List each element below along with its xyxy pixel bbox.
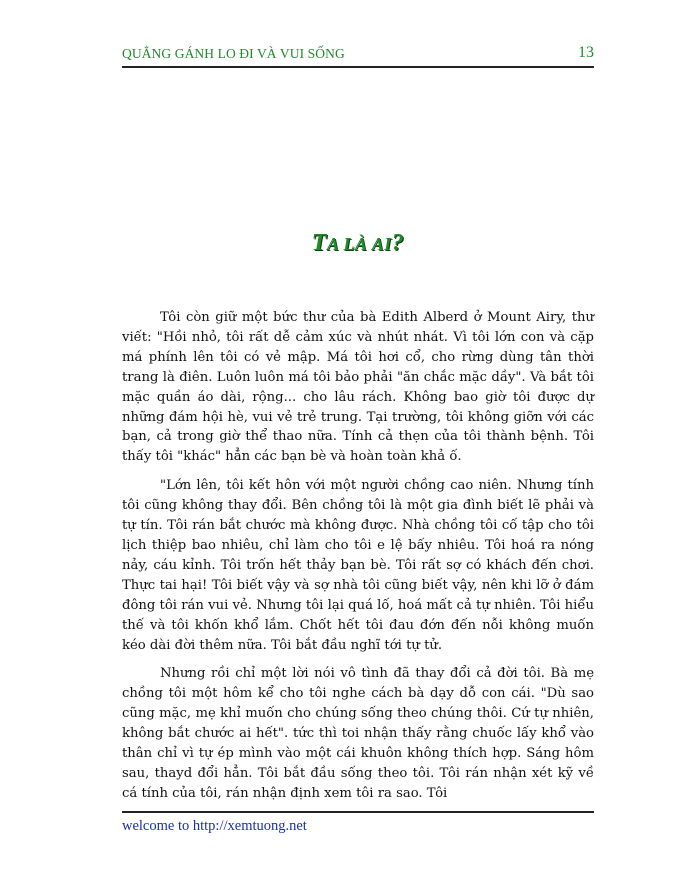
body-text: [122, 308, 594, 813]
chapter-title-mark: ?: [391, 230, 405, 256]
running-title: QUẲNG GÁNH LO ĐI VÀ VUI SỐNG: [122, 46, 345, 61]
footer-divider: [122, 811, 594, 813]
paragraph: Tôi còn giữ một bức thư của bà Edith Alberd ở Mount Airy, thư viết: "Hồi nhỏ, tôi rất dễ cảm xúc và nhút nhát. Vì tôi lớn con và cặp má phính lên tôi có vẻ mập. Má tôi hơi cổ, cho rừng dùng tân thời trang là điên. Luôn luôn má tôi bảo phải "ăn chắc mặc dầy". Và bắt tôi mặc quần áo dài, rộng... cho lâu rách. Không bao giờ tôi được dự những đám hội hè, vui vẻ trẻ trung. Tại trường, tôi không giỡn với các bạn, cả trong giờ thể thao nữa. Tính cả thẹn của tôi thành bệnh. Tôi thấy tôi "khác" hẳn các bạn bè và hoàn toàn khả ố.: [122, 310, 594, 465]
paragraph: "Lớn lên, tôi kết hôn với một người chồng cao niên. Nhưng tính tôi cũng không thay đổi. Bên chồng tôi là một gia đình biết lẽ phải và tự tín. Tôi rán bắt chước mà không được. Nhà chồng tôi cố tập cho tôi lịch thiệp bao nhiêu, chỉ làm cho tôi e lệ bấy nhiêu. Tôi hoá ra nóng nảy, cáu kỉnh. Tôi trốn hết thảy bạn bè. Tôi rất sợ có khách đến chơi. Thực tai hại! Tôi biết vậy và sợ nhà tôi cũng biết vậy, nên khi lỡ ở đám đông tôi rán vui vẻ. Nhưng tôi lại quá lố, hoá mất cả tự nhiên. Tôi hiểu thế và tôi khốn khổ lắm. Chốt hết tôi đau đớn đến nỗi không muốn kéo dài đời thêm nữa. Tôi bắt đầu nghĩ tới tự tử.: [122, 478, 594, 653]
footer-link[interactable]: welcome to http://xemtuong.net: [122, 818, 307, 834]
chapter-title-initial: T: [311, 230, 327, 256]
chapter-title: [122, 230, 594, 257]
page-number: 13: [578, 44, 594, 61]
chapter-title-rest: A LÀ AI: [326, 234, 392, 254]
paragraph: Nhưng rồi chỉ một lời nói vô tình đã thay đổi cả đời tôi. Bà mẹ chồng tôi một hôm kể cho tôi nghe cách bà dạy dỗ con cái. "Dù sao cũng mặc, mẹ khỉ muốn cho chúng sống theo chúng thôi. Cứ tự nhiên, không bắt chước ai hết". tức thì toi nhận thấy rằng chuốc lấy khổ vào thân chỉ vì tự ép mình vào một cái khuôn không thích hợp. Sáng hôm sau, thayd đổi hẳn. Tôi bắt đầu sống theo tôi. Tôi rán nhận xét kỹ về cá tính của tôi, rán nhận định xem tôi ra sao. Tôi: [122, 666, 594, 801]
header-divider: [122, 66, 594, 68]
page-header: [122, 46, 594, 64]
